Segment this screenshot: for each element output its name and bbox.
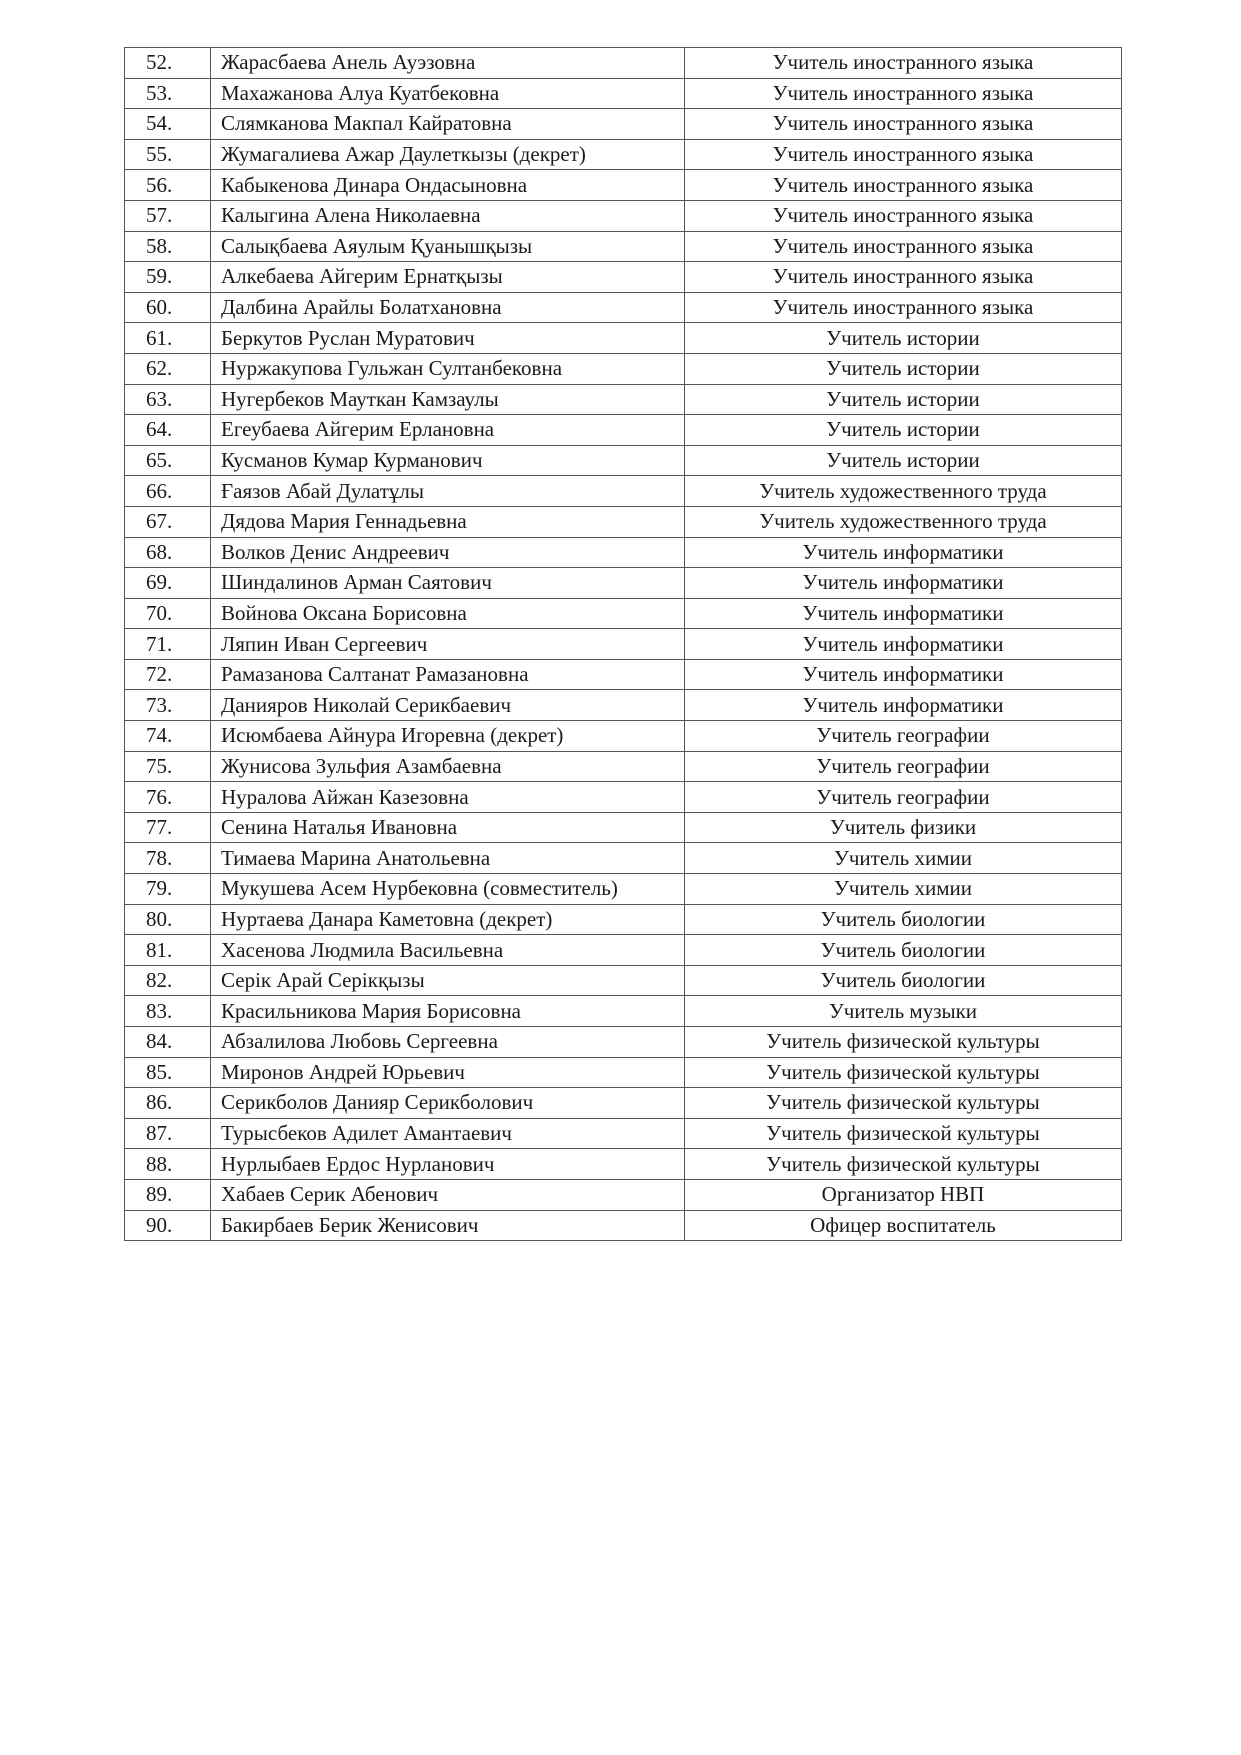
row-number: 69. bbox=[125, 568, 211, 599]
table-row bbox=[125, 109, 1122, 140]
table-row bbox=[125, 935, 1122, 966]
row-number: 55. bbox=[125, 139, 211, 170]
row-number: 77. bbox=[125, 812, 211, 843]
employee-position: Учитель иностранного языка bbox=[685, 48, 1122, 79]
table-row bbox=[125, 1027, 1122, 1058]
employee-name: Салықбаева Аяулым Қуанышқызы bbox=[211, 231, 685, 262]
table-row bbox=[125, 1118, 1122, 1149]
table-row bbox=[125, 445, 1122, 476]
table-row bbox=[125, 537, 1122, 568]
table-row bbox=[125, 384, 1122, 415]
row-number: 65. bbox=[125, 445, 211, 476]
row-number: 70. bbox=[125, 598, 211, 629]
employee-position: Учитель иностранного языка bbox=[685, 262, 1122, 293]
employee-position: Учитель иностранного языка bbox=[685, 109, 1122, 140]
employee-position: Учитель географии bbox=[685, 782, 1122, 813]
employee-name: Красильникова Мария Борисовна bbox=[211, 996, 685, 1027]
table-row bbox=[125, 721, 1122, 752]
employee-position: Учитель информатики bbox=[685, 568, 1122, 599]
employee-name: Егеубаева Айгерим Ерлановна bbox=[211, 415, 685, 446]
employee-position: Учитель биологии bbox=[685, 935, 1122, 966]
staff-table-body bbox=[125, 48, 1122, 1241]
employee-name: Волков Денис Андреевич bbox=[211, 537, 685, 568]
row-number: 79. bbox=[125, 874, 211, 905]
table-row bbox=[125, 598, 1122, 629]
table-row bbox=[125, 262, 1122, 293]
employee-position: Офицер воспитатель bbox=[685, 1210, 1122, 1241]
employee-position: Учитель художественного труда bbox=[685, 506, 1122, 537]
row-number: 80. bbox=[125, 904, 211, 935]
employee-position: Учитель иностранного языка bbox=[685, 170, 1122, 201]
row-number: 87. bbox=[125, 1118, 211, 1149]
employee-position: Учитель физической культуры bbox=[685, 1027, 1122, 1058]
table-row bbox=[125, 78, 1122, 109]
employee-position: Учитель иностранного языка bbox=[685, 139, 1122, 170]
employee-name: Ляпин Иван Сергеевич bbox=[211, 629, 685, 660]
employee-position: Учитель иностранного языка bbox=[685, 292, 1122, 323]
table-row bbox=[125, 170, 1122, 201]
employee-position: Учитель информатики bbox=[685, 598, 1122, 629]
row-number: 76. bbox=[125, 782, 211, 813]
table-row bbox=[125, 659, 1122, 690]
employee-position: Учитель истории bbox=[685, 353, 1122, 384]
employee-name: Рамазанова Салтанат Рамазановна bbox=[211, 659, 685, 690]
employee-position: Учитель информатики bbox=[685, 690, 1122, 721]
employee-name: Слямканова Макпал Кайратовна bbox=[211, 109, 685, 140]
employee-name: Далбина Арайлы Болатхановна bbox=[211, 292, 685, 323]
table-row bbox=[125, 1179, 1122, 1210]
employee-name: Ғаязов Абай Дулатұлы bbox=[211, 476, 685, 507]
employee-name: Жарасбаева Анель Ауэзовна bbox=[211, 48, 685, 79]
employee-name: Серикболов Данияр Серикболович bbox=[211, 1088, 685, 1119]
employee-name: Нугербеков Мауткан Камзаулы bbox=[211, 384, 685, 415]
row-number: 83. bbox=[125, 996, 211, 1027]
table-row bbox=[125, 690, 1122, 721]
row-number: 86. bbox=[125, 1088, 211, 1119]
employee-name: Кусманов Кумар Курманович bbox=[211, 445, 685, 476]
table-row bbox=[125, 904, 1122, 935]
employee-position: Учитель физики bbox=[685, 812, 1122, 843]
table-row bbox=[125, 1149, 1122, 1180]
employee-name: Беркутов Руслан Муратович bbox=[211, 323, 685, 354]
row-number: 78. bbox=[125, 843, 211, 874]
employee-position: Учитель физической культуры bbox=[685, 1149, 1122, 1180]
employee-position: Учитель истории bbox=[685, 323, 1122, 354]
employee-name: Миронов Андрей Юрьевич bbox=[211, 1057, 685, 1088]
employee-position: Учитель информатики bbox=[685, 629, 1122, 660]
table-row bbox=[125, 323, 1122, 354]
employee-name: Нурлыбаев Ердос Нурланович bbox=[211, 1149, 685, 1180]
row-number: 89. bbox=[125, 1179, 211, 1210]
row-number: 63. bbox=[125, 384, 211, 415]
employee-name: Жумагалиева Ажар Даулеткызы (декрет) bbox=[211, 139, 685, 170]
employee-name: Тимаева Марина Анатольевна bbox=[211, 843, 685, 874]
employee-position: Учитель истории bbox=[685, 384, 1122, 415]
table-row bbox=[125, 751, 1122, 782]
row-number: 52. bbox=[125, 48, 211, 79]
employee-position: Учитель физической культуры bbox=[685, 1057, 1122, 1088]
employee-position: Учитель химии bbox=[685, 874, 1122, 905]
employee-name: Кабыкенова Динара Ондасыновна bbox=[211, 170, 685, 201]
table-row bbox=[125, 874, 1122, 905]
employee-name: Бакирбаев Берик Женисович bbox=[211, 1210, 685, 1241]
employee-name: Сенина Наталья Ивановна bbox=[211, 812, 685, 843]
employee-name: Дядова Мария Геннадьевна bbox=[211, 506, 685, 537]
table-row bbox=[125, 996, 1122, 1027]
employee-name: Войнова Оксана Борисовна bbox=[211, 598, 685, 629]
table-row bbox=[125, 1210, 1122, 1241]
employee-position: Учитель информатики bbox=[685, 537, 1122, 568]
employee-position: Учитель иностранного языка bbox=[685, 231, 1122, 262]
employee-position: Учитель художественного труда bbox=[685, 476, 1122, 507]
row-number: 73. bbox=[125, 690, 211, 721]
row-number: 88. bbox=[125, 1149, 211, 1180]
table-row bbox=[125, 568, 1122, 599]
employee-position: Учитель истории bbox=[685, 445, 1122, 476]
employee-name: Турысбеков Адилет Амантаевич bbox=[211, 1118, 685, 1149]
row-number: 85. bbox=[125, 1057, 211, 1088]
row-number: 57. bbox=[125, 200, 211, 231]
row-number: 81. bbox=[125, 935, 211, 966]
employee-position: Учитель физической культуры bbox=[685, 1088, 1122, 1119]
row-number: 84. bbox=[125, 1027, 211, 1058]
table-row bbox=[125, 1088, 1122, 1119]
employee-position: Учитель иностранного языка bbox=[685, 200, 1122, 231]
row-number: 74. bbox=[125, 721, 211, 752]
employee-position: Учитель физической культуры bbox=[685, 1118, 1122, 1149]
row-number: 61. bbox=[125, 323, 211, 354]
row-number: 72. bbox=[125, 659, 211, 690]
employee-name: Мукушева Асем Нурбековна (совместитель) bbox=[211, 874, 685, 905]
row-number: 82. bbox=[125, 965, 211, 996]
employee-name: Абзалилова Любовь Сергеевна bbox=[211, 1027, 685, 1058]
employee-name: Хасенова Людмила Васильевна bbox=[211, 935, 685, 966]
employee-name: Данияров Николай Серикбаевич bbox=[211, 690, 685, 721]
employee-position: Учитель биологии bbox=[685, 965, 1122, 996]
row-number: 64. bbox=[125, 415, 211, 446]
row-number: 59. bbox=[125, 262, 211, 293]
table-row bbox=[125, 200, 1122, 231]
table-row bbox=[125, 353, 1122, 384]
table-row bbox=[125, 812, 1122, 843]
row-number: 71. bbox=[125, 629, 211, 660]
employee-position: Учитель информатики bbox=[685, 659, 1122, 690]
table-row bbox=[125, 48, 1122, 79]
row-number: 60. bbox=[125, 292, 211, 323]
employee-name: Нуралова Айжан Казезовна bbox=[211, 782, 685, 813]
row-number: 58. bbox=[125, 231, 211, 262]
row-number: 62. bbox=[125, 353, 211, 384]
row-number: 56. bbox=[125, 170, 211, 201]
employee-name: Шиндалинов Арман Саятович bbox=[211, 568, 685, 599]
row-number: 75. bbox=[125, 751, 211, 782]
table-row bbox=[125, 415, 1122, 446]
row-number: 66. bbox=[125, 476, 211, 507]
row-number: 54. bbox=[125, 109, 211, 140]
table-row bbox=[125, 1057, 1122, 1088]
employee-name: Махажанова Алуа Куатбековна bbox=[211, 78, 685, 109]
row-number: 67. bbox=[125, 506, 211, 537]
table-row bbox=[125, 782, 1122, 813]
row-number: 53. bbox=[125, 78, 211, 109]
staff-table bbox=[124, 47, 1122, 1241]
employee-position: Организатор НВП bbox=[685, 1179, 1122, 1210]
row-number: 90. bbox=[125, 1210, 211, 1241]
employee-position: Учитель географии bbox=[685, 721, 1122, 752]
table-row bbox=[125, 476, 1122, 507]
employee-name: Нуртаева Данара Каметовна (декрет) bbox=[211, 904, 685, 935]
table-row bbox=[125, 629, 1122, 660]
employee-position: Учитель химии bbox=[685, 843, 1122, 874]
table-row bbox=[125, 139, 1122, 170]
employee-name: Нуржакупова Гульжан Султанбековна bbox=[211, 353, 685, 384]
row-number: 68. bbox=[125, 537, 211, 568]
employee-position: Учитель иностранного языка bbox=[685, 78, 1122, 109]
employee-name: Калыгина Алена Николаевна bbox=[211, 200, 685, 231]
table-row bbox=[125, 292, 1122, 323]
table-row bbox=[125, 231, 1122, 262]
employee-name: Серік Арай Серікқызы bbox=[211, 965, 685, 996]
employee-position: Учитель музыки bbox=[685, 996, 1122, 1027]
employee-name: Алкебаева Айгерим Ернатқызы bbox=[211, 262, 685, 293]
table-row bbox=[125, 506, 1122, 537]
employee-position: Учитель биологии bbox=[685, 904, 1122, 935]
employee-name: Жунисова Зульфия Азамбаевна bbox=[211, 751, 685, 782]
table-row bbox=[125, 965, 1122, 996]
employee-name: Хабаев Серик Абенович bbox=[211, 1179, 685, 1210]
employee-position: Учитель истории bbox=[685, 415, 1122, 446]
table-row bbox=[125, 843, 1122, 874]
employee-position: Учитель географии bbox=[685, 751, 1122, 782]
employee-name: Исюмбаева Айнура Игоревна (декрет) bbox=[211, 721, 685, 752]
